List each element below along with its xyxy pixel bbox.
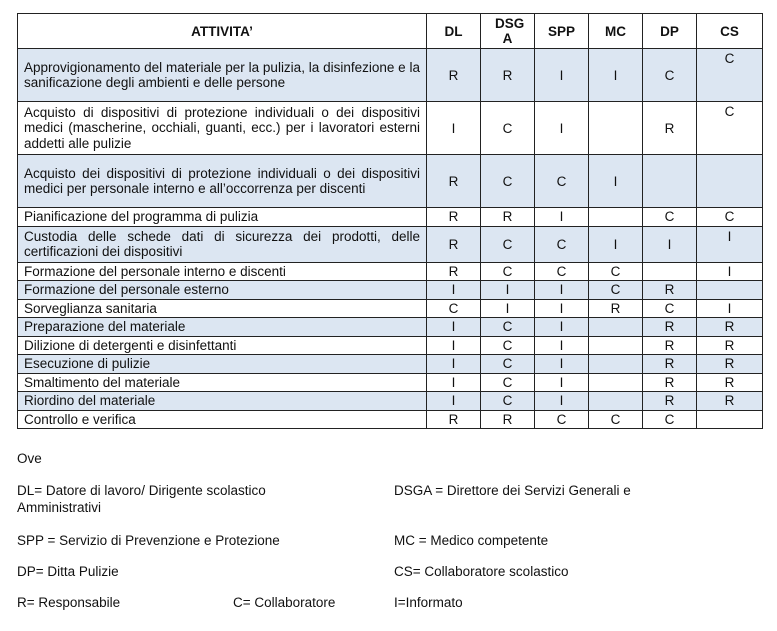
role-cell-cs bbox=[697, 155, 763, 208]
activity-cell: Dilizione di detergenti e disinfettanti bbox=[18, 336, 427, 355]
legend-r: R= Responsabile bbox=[17, 595, 121, 610]
legend-i: I=Informato bbox=[394, 595, 463, 610]
role-cell-spp: I bbox=[535, 299, 589, 318]
activity-cell: Formazione del personale interno e discenti bbox=[18, 262, 427, 281]
role-cell-cs: C bbox=[697, 102, 763, 155]
activity-cell: Custodia delle schede dati di sicurezza dei prodotti, delle certificazioni dei dispositivi bbox=[18, 226, 427, 262]
role-cell-spp: C bbox=[535, 226, 589, 262]
table-row bbox=[18, 336, 763, 355]
role-cell-dsga: C bbox=[481, 373, 535, 392]
legend-dl-continuation: Amministrativi bbox=[17, 500, 102, 515]
role-cell-dp: R bbox=[643, 392, 697, 411]
role-cell-mc bbox=[589, 336, 643, 355]
role-cell-dp bbox=[643, 155, 697, 208]
role-cell-dl: R bbox=[427, 49, 481, 102]
legend-dl: DL= Datore di lavoro/ Dirigente scolastico bbox=[17, 483, 266, 498]
role-cell-dsga: R bbox=[481, 208, 535, 227]
role-cell-cs: I bbox=[697, 299, 763, 318]
legend-spp: SPP = Servizio di Prevenzione e Protezione bbox=[17, 533, 280, 548]
legend-intro: Ove bbox=[17, 451, 42, 466]
role-cell-dl: I bbox=[427, 281, 481, 300]
role-cell-spp: C bbox=[535, 155, 589, 208]
role-cell-cs: I bbox=[697, 262, 763, 281]
table-row bbox=[18, 392, 763, 411]
table-row bbox=[18, 318, 763, 337]
role-cell-dp: R bbox=[643, 102, 697, 155]
table-row bbox=[18, 208, 763, 227]
table-row bbox=[18, 226, 763, 262]
legend-dsga: DSGA = Direttore dei Servizi Generali e bbox=[394, 483, 631, 498]
role-cell-spp: C bbox=[535, 262, 589, 281]
responsibility-matrix-table bbox=[17, 13, 763, 429]
role-cell-spp: I bbox=[535, 281, 589, 300]
activity-cell: Riordino del materiale bbox=[18, 392, 427, 411]
role-cell-dsga: I bbox=[481, 299, 535, 318]
role-cell-mc: I bbox=[589, 49, 643, 102]
activity-cell: Acquisto dei dispositivi di protezione individuali o dei dispositivi medici per personale interno e all’occorrenza per discenti bbox=[18, 155, 427, 208]
role-cell-cs: R bbox=[697, 336, 763, 355]
role-cell-spp: I bbox=[535, 373, 589, 392]
header-attivita: ATTIVITA’ bbox=[18, 14, 427, 49]
legend-mc: MC = Medico competente bbox=[394, 533, 549, 548]
activity-cell: Controllo e verifica bbox=[18, 410, 427, 429]
role-cell-dl: R bbox=[427, 262, 481, 281]
table-row bbox=[18, 410, 763, 429]
table-row bbox=[18, 299, 763, 318]
role-cell-mc: I bbox=[589, 155, 643, 208]
table-row bbox=[18, 102, 763, 155]
role-cell-spp: I bbox=[535, 336, 589, 355]
table-row bbox=[18, 49, 763, 102]
role-cell-mc: C bbox=[589, 262, 643, 281]
role-cell-cs: C bbox=[697, 49, 763, 102]
header-spp: SPP bbox=[535, 14, 589, 49]
activity-cell: Preparazione del materiale bbox=[18, 318, 427, 337]
role-cell-dp: R bbox=[643, 336, 697, 355]
role-cell-cs: R bbox=[697, 318, 763, 337]
role-cell-dp: I bbox=[643, 226, 697, 262]
table-row bbox=[18, 155, 763, 208]
header-dl: DL bbox=[427, 14, 481, 49]
role-cell-dl: I bbox=[427, 392, 481, 411]
role-cell-dl: I bbox=[427, 102, 481, 155]
role-cell-dp: R bbox=[643, 318, 697, 337]
header-cs: CS bbox=[697, 14, 763, 49]
role-cell-mc bbox=[589, 102, 643, 155]
role-cell-mc: C bbox=[589, 410, 643, 429]
legend-dp: DP= Ditta Pulizie bbox=[17, 564, 119, 579]
role-cell-spp: I bbox=[535, 208, 589, 227]
role-cell-cs bbox=[697, 410, 763, 429]
role-cell-dp: C bbox=[643, 208, 697, 227]
role-cell-dsga: R bbox=[481, 49, 535, 102]
table-row bbox=[18, 355, 763, 374]
header-dsga: DSG A bbox=[481, 14, 535, 49]
role-cell-dp: C bbox=[643, 299, 697, 318]
activity-cell: Sorveglianza sanitaria bbox=[18, 299, 427, 318]
activity-cell: Approvigionamento del materiale per la pulizia, la disinfezione e la sanificazione degli ambienti e delle persone bbox=[18, 49, 427, 102]
role-cell-dsga: R bbox=[481, 410, 535, 429]
table-header-row bbox=[18, 14, 763, 49]
role-cell-spp: I bbox=[535, 392, 589, 411]
role-cell-dl: I bbox=[427, 318, 481, 337]
role-cell-cs: R bbox=[697, 392, 763, 411]
role-cell-dp: R bbox=[643, 281, 697, 300]
role-cell-dsga: C bbox=[481, 392, 535, 411]
role-cell-cs: I bbox=[697, 226, 763, 262]
role-cell-dl: R bbox=[427, 208, 481, 227]
role-cell-cs: R bbox=[697, 355, 763, 374]
role-cell-mc bbox=[589, 373, 643, 392]
activity-cell: Smaltimento del materiale bbox=[18, 373, 427, 392]
role-cell-dsga: I bbox=[481, 281, 535, 300]
role-cell-dsga: C bbox=[481, 262, 535, 281]
table-body bbox=[18, 49, 763, 429]
header-mc: MC bbox=[589, 14, 643, 49]
role-cell-mc bbox=[589, 392, 643, 411]
role-cell-dp bbox=[643, 262, 697, 281]
role-cell-mc: I bbox=[589, 226, 643, 262]
role-cell-dsga: C bbox=[481, 155, 535, 208]
role-cell-dl: R bbox=[427, 226, 481, 262]
activity-cell: Acquisto di dispositivi di protezione individuali o dei dispositivi medici (mascherine, occhiali, guanti, ecc.) per i lavoratori esterni addetti alle pulizie bbox=[18, 102, 427, 155]
role-cell-spp: I bbox=[535, 318, 589, 337]
role-cell-spp: C bbox=[535, 410, 589, 429]
role-cell-mc bbox=[589, 208, 643, 227]
role-cell-dsga: C bbox=[481, 355, 535, 374]
role-cell-mc bbox=[589, 355, 643, 374]
role-cell-dsga: C bbox=[481, 102, 535, 155]
role-cell-spp: I bbox=[535, 355, 589, 374]
role-cell-dp: C bbox=[643, 410, 697, 429]
role-cell-spp: I bbox=[535, 102, 589, 155]
legend-c: C= Collaboratore bbox=[233, 595, 336, 610]
role-cell-dp: R bbox=[643, 355, 697, 374]
role-cell-mc: C bbox=[589, 281, 643, 300]
role-cell-spp: I bbox=[535, 49, 589, 102]
role-cell-dl: R bbox=[427, 155, 481, 208]
role-cell-dp: C bbox=[643, 49, 697, 102]
role-cell-dl: C bbox=[427, 299, 481, 318]
role-cell-cs: R bbox=[697, 373, 763, 392]
table-row bbox=[18, 373, 763, 392]
activity-cell: Formazione del personale esterno bbox=[18, 281, 427, 300]
role-cell-mc bbox=[589, 318, 643, 337]
role-cell-dp: R bbox=[643, 373, 697, 392]
role-cell-dl: R bbox=[427, 410, 481, 429]
role-cell-dsga: C bbox=[481, 318, 535, 337]
role-cell-dsga: C bbox=[481, 226, 535, 262]
role-cell-dl: I bbox=[427, 355, 481, 374]
activity-cell: Pianificazione del programma di pulizia bbox=[18, 208, 427, 227]
activity-cell: Esecuzione di pulizie bbox=[18, 355, 427, 374]
role-cell-dl: I bbox=[427, 336, 481, 355]
role-cell-dl: I bbox=[427, 373, 481, 392]
role-cell-dsga: C bbox=[481, 336, 535, 355]
role-cell-cs bbox=[697, 281, 763, 300]
table-row bbox=[18, 281, 763, 300]
role-cell-mc: R bbox=[589, 299, 643, 318]
role-cell-cs: C bbox=[697, 208, 763, 227]
legend-cs: CS= Collaboratore scolastico bbox=[394, 564, 569, 579]
table-row bbox=[18, 262, 763, 281]
header-dp: DP bbox=[643, 14, 697, 49]
